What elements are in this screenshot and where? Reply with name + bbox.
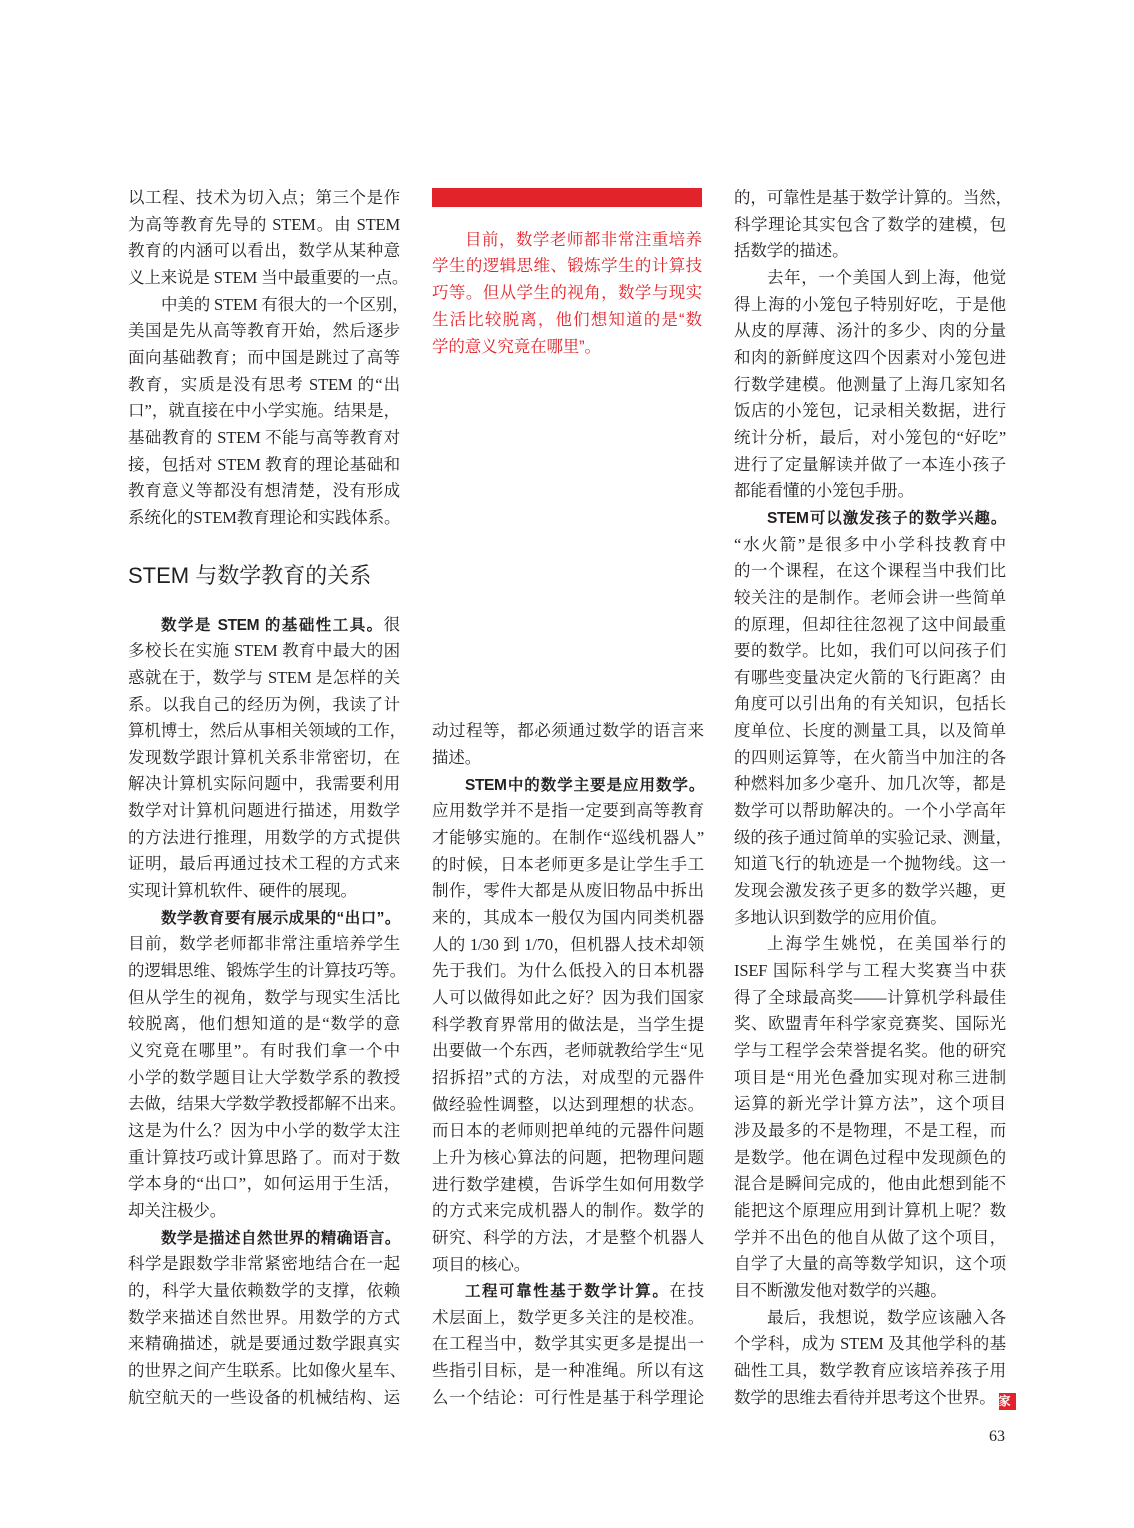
text-line: 出要做一个东西，老师就教给学生“见 (432, 1041, 704, 1061)
text-line: 行数学建模。他测量了上海几家知名 (734, 374, 1006, 394)
text-line: 种燃料加多少毫升、加几次等，都是 (734, 774, 1006, 794)
end-mark-logo: 家 (999, 1393, 1016, 1410)
paragraph (734, 1305, 1011, 1412)
text-line: 都能看懂的小笼包手册。 (734, 481, 914, 501)
text-run: 在技 (669, 1281, 705, 1301)
text-line: 统计分析，最后，对小笼包的“好吃” (734, 427, 1006, 447)
text-line: 知道飞行的轨迹是一个抛物线。这一 (734, 854, 1006, 874)
text-line: 人的 1/30 到 1/70，但机器人技术却领 (432, 934, 704, 954)
text-line: 为高等教育先导的 STEM。由 STEM (128, 214, 400, 234)
pull-quote-line: 巧等。但从学生的视角，数学与现实 (432, 284, 702, 303)
text-line: 科学是跟数学非常紧密地结合在一起 (128, 1254, 400, 1274)
text-line: 美国是先从高等教育开始，然后逐步 (128, 321, 400, 341)
paragraph (734, 185, 1012, 265)
text-line: 描述。 (432, 748, 482, 768)
text-line: 教育的内涵可以看出，数学从某种意 (128, 241, 400, 261)
text-line: 惑就在于，数学与 STEM 是怎样的关 (128, 667, 400, 687)
text-line: 却关注极少。 (128, 1200, 227, 1220)
section-heading: STEM 与数学教育的关系 (128, 563, 372, 589)
text-line: 动过程等，都必须通过数学的语言来 (432, 721, 704, 741)
pull-quote-line: 目前，数学老师都非常注重培养 (465, 230, 702, 249)
text-line: 接，包括对 STEM 教育的理论基础和 (128, 454, 400, 474)
text-line: 级的孩子通过简单的实验记录、测量， (734, 827, 1012, 847)
text-line: 先于我们。为什么低投入的日本机器 (432, 961, 704, 981)
text-line: 教育，实质是没有思考 STEM 的“出 (128, 374, 400, 394)
text-line: 能把这个原理应用到计算机上呢？数 (734, 1200, 1006, 1220)
text-line: ISEF 国际科学与工程大奖赛当中获 (734, 961, 1006, 981)
text-line: 数学对计算机问题进行描述，用数学 (128, 801, 400, 821)
text-line: 涉及最多的不是物理，不是工程，而 (734, 1120, 1006, 1140)
bold-lead-sentence: 数学是描述自然世界的精确语言。 (161, 1229, 400, 1247)
text-line: 面向基础教育；而中国是跳过了高等 (128, 347, 400, 367)
paragraph (432, 1278, 704, 1411)
text-line: 解决计算机实际问题中，我需要利用 (128, 774, 400, 794)
text-line: 是数学。他在调色过程中发现颜色的 (734, 1147, 1006, 1167)
text-line: 而日本的老师则把单纯的元器件问题 (432, 1121, 704, 1141)
text-line: 系。以我自己的经历为例，我读了计 (128, 694, 400, 714)
text-line: 系统化的STEM教育理论和实践体系。 (128, 507, 401, 527)
text-line (128, 1225, 400, 1252)
paragraph (128, 185, 409, 292)
text-line: 有哪些变量决定火箭的飞行距离？由 (734, 667, 1006, 687)
text-line: 实现计算机软件、硬件的展现。 (128, 881, 357, 901)
text-line: 科学教育界常用的做法是，当学生提 (432, 1014, 704, 1034)
text-line: 口”，就直接在中小学实施。结果是， (128, 401, 400, 421)
article-column-2 (432, 185, 704, 1412)
paragraph (128, 612, 406, 905)
text-line: 进行了定量解读并做了一本连小孩子 (734, 454, 1006, 474)
text-line: 奖、欧盟青年科学家竞赛奖、国际光 (734, 1014, 1006, 1034)
text-line: 这是为什么？因为中小学的数学太注 (128, 1121, 400, 1140)
text-line: 数学来描述自然世界。用数学的方式 (128, 1307, 400, 1327)
text-line: 以工程、技术为切入点；第三个是作 (128, 188, 400, 207)
text-line: 发现会激发孩子更多的数学兴趣，更 (734, 881, 1006, 901)
text-line: 应用数学并不是指一定要到高等教育 (432, 801, 704, 821)
text-line: 得上海的小笼包子特别好吃，于是他 (734, 294, 1006, 314)
paragraph (128, 292, 409, 532)
text-line: 学并不出色的他自从做了这个项目， (734, 1227, 1006, 1247)
text-line: 术层面上，数学更多关注的是校准。 (432, 1307, 704, 1327)
text-line: 的方法进行推理，用数学的方式提供 (128, 827, 400, 847)
text-line: 航空航天的一些设备的机械结构、运 (128, 1387, 400, 1407)
text-line: 从皮的厚薄、汤汁的多少、肉的分量 (734, 321, 1006, 341)
bold-lead-sentence: STEM中的数学主要是应用数学。 (465, 776, 704, 794)
text-line: 得了全球最高奖——计算机学科最佳 (734, 987, 1006, 1007)
text-line: 制作，零件大都是从废旧物品中拆出 (432, 881, 704, 901)
text-line: 较脱离，他们想知道的是“数学的意 (128, 1014, 400, 1034)
bold-lead-sentence: STEM可以激发孩子的数学兴趣。 (767, 509, 1006, 527)
text-line: 的方式来完成机器人的制作。数学的 (432, 1201, 704, 1221)
text-line: 进行数学建模，告诉学生如何用数学 (432, 1174, 704, 1194)
paragraph (432, 772, 704, 1278)
text-line: 础性工具，数学教育应该培养孩子用 (734, 1360, 1006, 1380)
text-line: 的四则运算等，在火箭当中加注的各 (734, 747, 1006, 767)
text-line: 较关注的是制作。老师会讲一些简单 (734, 587, 1006, 607)
text-line: 和肉的新鲜度这四个因素对小笼包进 (734, 347, 1006, 367)
text-line: 的时候，日本老师更多是让学生手工 (432, 854, 704, 874)
text-line: 学本身的“出口”，如何运用于生活， (128, 1174, 400, 1194)
text-line: 目不断激发他对数学的兴趣。 (734, 1280, 947, 1300)
text-line: 上海学生姚悦，在美国举行的 (767, 934, 1006, 954)
text-line: 最后，我想说，数学应该融入各 (767, 1307, 1006, 1327)
text-line: 度单位、长度的测量工具，以及简单 (734, 721, 1006, 741)
text-line: 括数学的描述。 (734, 241, 849, 261)
text-line: 学与工程学会荣誉提名奖。他的研究 (734, 1041, 1006, 1060)
text-line: 的，可靠性是基于数学计算的。当然， (734, 188, 1012, 207)
text-line: 个学科，成为 STEM 及其他学科的基 (734, 1334, 1006, 1354)
paragraph (734, 505, 1012, 932)
text-line (128, 905, 400, 932)
text-line: 基础教育的 STEM 不能与高等教育对 (128, 427, 400, 447)
text-line (128, 612, 400, 639)
text-line (432, 1278, 704, 1305)
text-line: 做经验性调整，以达到理想的状态。 (432, 1094, 704, 1114)
text-line: 数学可以帮助解决的。一个小学高年 (734, 801, 1006, 821)
article-column-3 (734, 185, 1012, 1411)
text-line: 研究、科学的方法，才是整个机器人 (432, 1227, 704, 1247)
text-line: 饭店的小笼包，记录相关数据，进行 (734, 401, 1006, 421)
article-column-1 (128, 185, 409, 1411)
column-2-body (432, 718, 704, 1411)
text-line: 发现数学跟计算机关系非常密切，在 (128, 747, 400, 767)
text-run: 很 (383, 614, 400, 634)
text-line: 的，科学大量依赖数学的支撑，依赖 (128, 1280, 400, 1300)
text-line: 目前，数学老师都非常注重培养学生 (128, 934, 400, 954)
text-line: 重计算技巧或计算思路了。而对于数 (128, 1147, 400, 1167)
paragraph (128, 1225, 406, 1412)
text-line: 在工程当中，数学其实更多是提出一 (432, 1334, 704, 1354)
text-line: 项目的核心。 (432, 1254, 531, 1274)
text-line: 去年，一个美国人到上海，他觉 (767, 267, 1006, 287)
text-line: 义究竟在哪里”。有时我们拿一个中 (128, 1041, 400, 1061)
text-run: 数学的思维去看待并思考这个世界。 (734, 1387, 996, 1407)
red-accent-bar (432, 188, 702, 207)
text-line (432, 772, 704, 799)
text-line: 小学的数学题目让大学数学系的教授 (128, 1067, 400, 1087)
text-line: 角度可以引出角的有关知识，包括长 (734, 694, 1006, 714)
text-line: 的逻辑思维、锻炼学生的计算技巧等。 (128, 961, 406, 981)
pull-quote (432, 227, 702, 361)
text-line: 科学理论其实包含了数学的建模，包 (734, 214, 1006, 234)
pull-quote-line: 生活比较脱离，他们想知道的是“数 (432, 310, 702, 329)
text-line: 去做，结果大学数学教授都解不出来。 (128, 1094, 406, 1114)
text-line: 人可以做得如此之好？因为我们国家 (432, 987, 704, 1007)
paragraph (432, 718, 704, 771)
text-line: 的世界之间产生联系。比如像火星车、 (128, 1360, 406, 1380)
bold-lead-sentence: 数学教育要有展示成果的“出口”。 (161, 909, 400, 927)
text-line: 招拆招”式的方法，对成型的元器件 (432, 1067, 704, 1087)
text-line: 的一个课程，在这个课程当中我们比 (734, 561, 1006, 581)
text-line: 多校长在实施 STEM 教育中最大的困 (128, 641, 400, 661)
text-line: 混合是瞬间完成的，他由此想到能不 (734, 1174, 1006, 1194)
text-line: 么一个结论：可行性是基于科学理论 (432, 1387, 704, 1407)
text-line: 中美的 STEM 有很大的一个区别， (161, 294, 409, 314)
page-number: 63 (989, 1428, 1005, 1445)
text-line: 自学了大量的高等数学知识，这个项 (734, 1254, 1006, 1274)
text-line: “水火箭”是很多中小学科技教育中 (734, 534, 1006, 554)
text-line: 要的数学。比如，我们可以问孩子们 (734, 641, 1006, 661)
text-line: 多地认识到数学的应用价值。 (734, 907, 947, 927)
text-line: 的原理，但却往往忽视了这中间最重 (734, 614, 1006, 634)
text-line: 教育意义等都没有想清楚，没有形成 (128, 481, 400, 501)
text-line: 些指引目标，是一种准绳。所以有这 (432, 1361, 704, 1381)
text-line: 才能够实施的。在制作“巡线机器人” (432, 828, 704, 848)
paragraph (128, 905, 406, 1225)
text-line: 来的，其成本一般仅为国内同类机器 (432, 907, 704, 927)
bold-lead-sentence: 数学是 STEM 的基础性工具。 (161, 616, 384, 634)
text-line: 项目是“用光色叠加实现对称三进制 (734, 1067, 1006, 1087)
text-line: 上升为核心算法的问题，把物理问题 (432, 1147, 704, 1167)
text-line (734, 1385, 1011, 1412)
pull-quote-line: 学生的逻辑思维、锻炼学生的计算技 (432, 257, 702, 276)
bold-lead-sentence: 工程可靠性基于数学计算。 (465, 1283, 670, 1301)
text-line (734, 505, 1006, 532)
paragraph (734, 931, 1006, 1304)
text-line: 证明，最后再通过技术工程的方式来 (128, 854, 400, 874)
paragraph (734, 265, 1006, 505)
text-line: 但从学生的视角，数学与现实生活比 (128, 987, 400, 1007)
text-line: 算机博士，然后从事相关领域的工作， (128, 721, 406, 741)
text-line: 义上来说是 STEM 当中最重要的一点。 (128, 267, 409, 287)
text-line: 运算的新光学计算方法”，这个项目 (734, 1094, 1006, 1114)
pull-quote-line: 学的意义究竟在哪里”。 (432, 337, 601, 356)
text-line: 来精确描述，就是要通过数学跟真实 (128, 1334, 400, 1354)
